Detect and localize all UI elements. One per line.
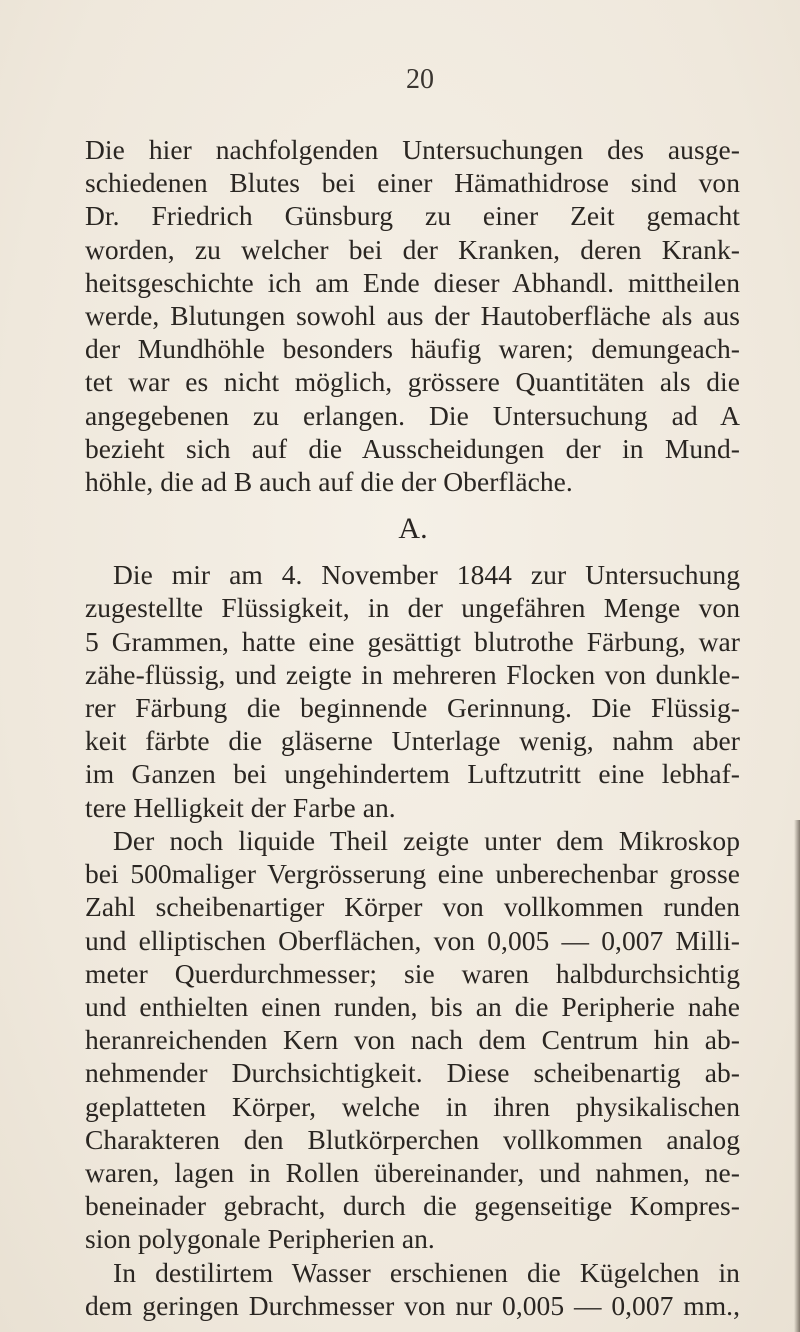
text-line: rer Färbung die beginnende Gerinnung. Die Flüssig- [85,692,740,724]
text-line: Die hier nachfolgenden Untersuchungen des ausge- [85,134,740,165]
text-line: In destilirtem Wasser erschienen die Kügelchen in [113,1256,740,1288]
paragraph-intro [85,133,740,498]
text-line: und elliptischen Oberflächen, von 0,005 — 0,007 Milli- [85,924,740,956]
text-line: sion polygonale Peripherien an. [85,1223,435,1255]
text-line: zugestellte Flüssigkeit, in der ungefähren Menge von [85,592,740,624]
page-number: 20 [406,64,434,95]
text-line: Charakteren den Blutkörperchen vollkommen analog [85,1123,740,1155]
text-line: dem geringen Durchmesser von nur 0,005 — 0,007 mm., [85,1289,740,1321]
text-line: worden, zu welcher bei der Kranken, deren Krank- [85,233,740,265]
text-line: Der noch liquide Theil zeigte unter dem Mikroskop [113,824,740,856]
text-line: waren, lagen in Rollen übereinander, und nahmen, ne- [85,1156,740,1188]
text-line: geplatteten Körper, welche in ihren physikalischen [85,1090,740,1122]
text-line: Zahl scheibenartiger Körper von vollkommen runden [85,891,740,923]
paragraph-microscopy [85,824,740,1256]
text-line: der Mundhöhle besonders häufig waren; demungeach- [85,333,740,365]
text-line: keit färbte die gläserne Unterlage wenig, nahm aber [85,725,740,757]
text-line: zähe-flüssig, und zeigte in mehreren Flocken von dunkle- [85,658,740,690]
text-line: schiedenen Blutes bei einer Hämathidrose sind von [85,167,740,199]
text-line: 5 Grammen, hatte eine gesättigt blutrothe Färbung, war [85,625,740,657]
text-line: heranreichenden Kern von nach dem Centrum hin ab- [85,1024,740,1056]
text-line: heitsgeschichte ich am Ende dieser Abhandl. mittheilen [85,266,740,298]
text-line: im Ganzen bei ungehindertem Luftzutritt eine lebhaf- [85,758,740,790]
text-line: höhle, die ad B auch auf die der Oberfläche. [85,466,573,498]
section-heading: A. [398,512,428,546]
text-line: werde, Blutungen sowohl aus der Hautoberfläche als aus [85,300,740,332]
text-line: Die mir am 4. November 1844 zur Untersuchung [113,559,740,591]
paragraph-water-test [85,1256,740,1322]
text-line: beneinader gebracht, durch die gegenseitige Kompres- [85,1190,740,1222]
text-line: angegebenen zu erlangen. Die Untersuchung ad A [85,399,740,431]
text-line: bezieht sich auf die Ausscheidungen der in Mund- [85,432,740,464]
text-line: bei 500maliger Vergrösserung eine unberechenbar grosse [85,858,740,890]
text-line: und enthielten einen runden, bis an die Peripherie nahe [85,990,740,1022]
text-line: meter Querdurchmesser; sie waren halbdurchsichtig [85,957,740,989]
paragraph-sample-description [85,558,740,824]
page-edge-shadow [794,820,800,1332]
text-line: Dr. Friedrich Günsburg zu einer Zeit gemacht [85,200,740,232]
text-line: tere Helligkeit der Farbe an. [85,791,396,823]
text-line: nehmender Durchsichtigkeit. Diese scheibenartig ab- [85,1057,740,1089]
text-line: tet war es nicht möglich, grössere Quantitäten als die [85,366,740,398]
